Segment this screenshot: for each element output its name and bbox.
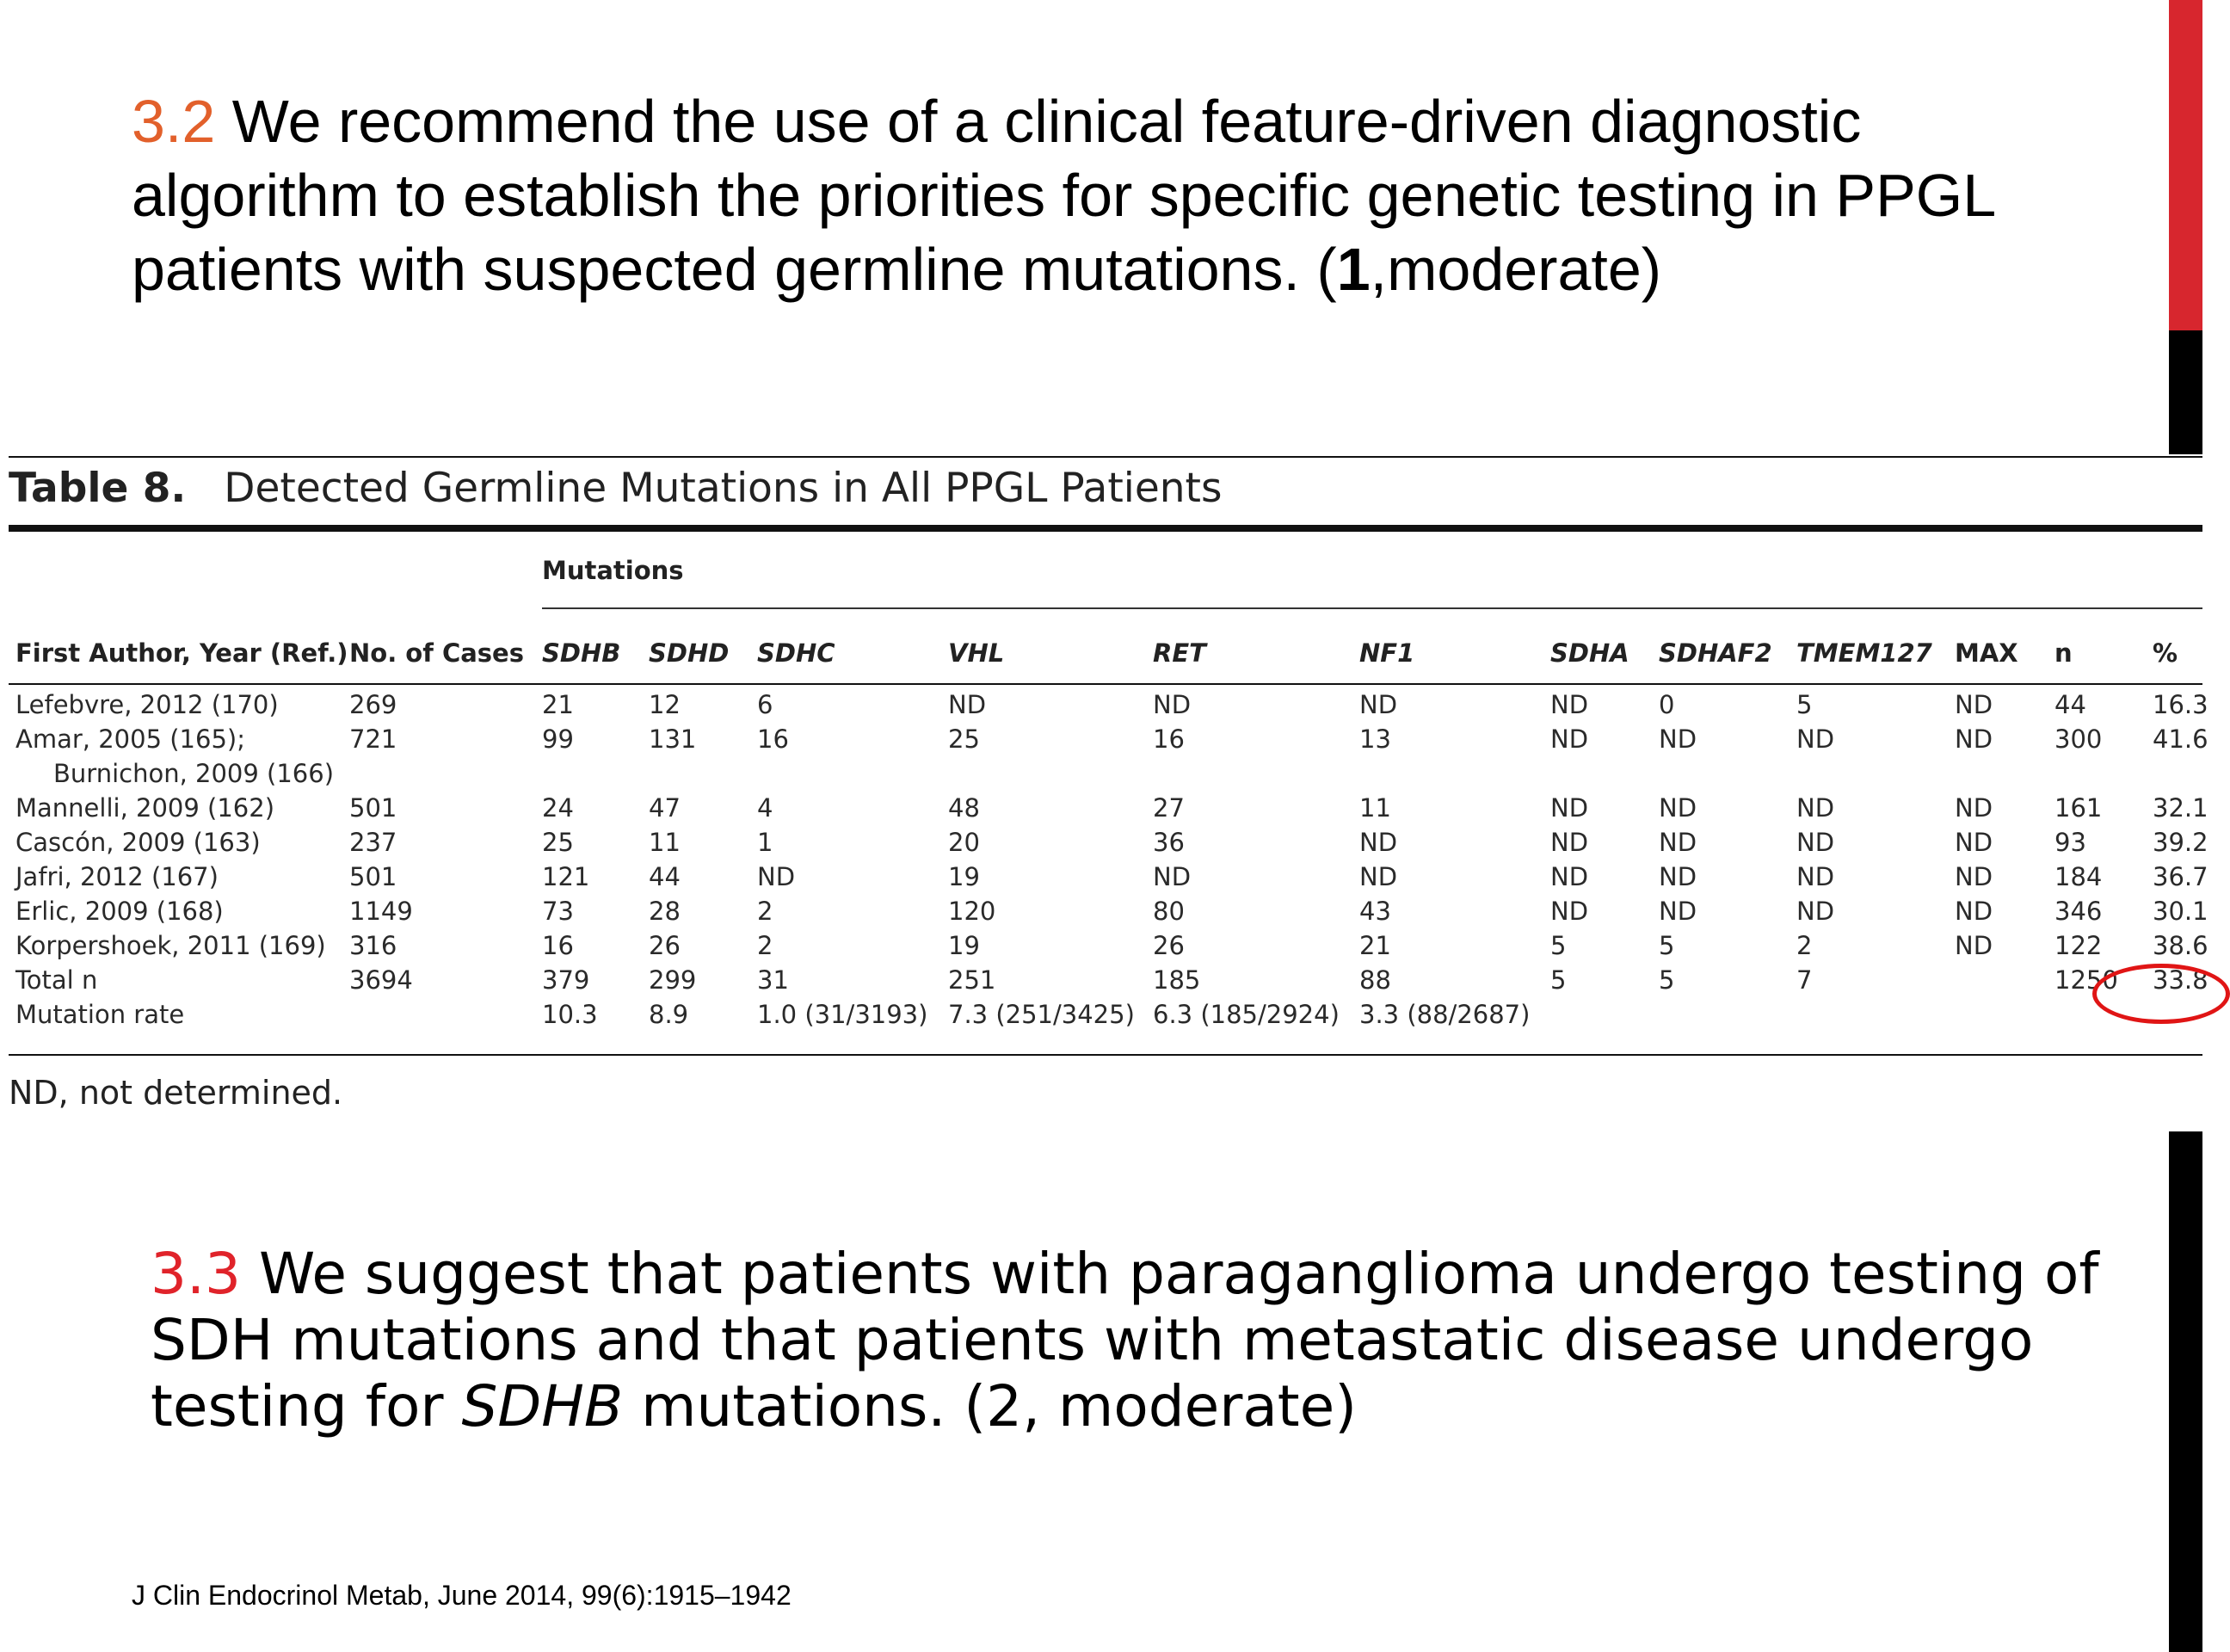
cell-author: Cascón, 2009 (163) (15, 828, 261, 857)
cell-tmem127: 2 (1796, 931, 1813, 960)
cell-sdha: ND (1550, 862, 1589, 891)
cell-author: Mannelli, 2009 (162) (15, 793, 275, 823)
cell-nf1: 11 (1359, 793, 1391, 823)
cell-sdhd: 47 (649, 793, 681, 823)
suggestion-number: 3.3 (151, 1241, 241, 1307)
cell-sdhb: 16 (542, 931, 574, 960)
table-caption-rule (9, 525, 2202, 532)
cell-ret: 26 (1153, 931, 1185, 960)
cell-author: Total n (15, 965, 98, 995)
cell-cases: 501 (349, 793, 397, 823)
cell-ret: 185 (1153, 965, 1201, 995)
cell-n: 346 (2054, 897, 2103, 926)
col-head-tmem127: TMEM127 (1796, 638, 1932, 668)
cell-vhl: 251 (948, 965, 996, 995)
col-head-vhl: VHL (948, 638, 1005, 668)
cell-sdha: ND (1550, 724, 1589, 754)
cell-nf1: 43 (1359, 897, 1391, 926)
cell-vhl: 25 (948, 724, 980, 754)
cell-cases: 316 (349, 931, 397, 960)
cell-max: ND (1955, 862, 1993, 891)
cell-sdha: ND (1550, 793, 1589, 823)
col-head-max: MAX (1955, 638, 2018, 668)
cell-author: Korpershoek, 2011 (169) (15, 931, 326, 960)
cell-sdhb: 99 (542, 724, 574, 754)
suggestion-quality: mutations. (2, moderate) (623, 1373, 1358, 1439)
table-footnote: ND, not determined. (9, 1074, 343, 1112)
table-top-rule (9, 456, 2202, 458)
cell-vhl: 19 (948, 931, 980, 960)
cell-pct: 33.8 (2153, 965, 2208, 995)
cell-author: Amar, 2005 (165); (15, 724, 245, 754)
suggestion-body: We suggest that patients with paraganglioma undergo testing of SDH mutations and that patients with metastatic disease undergo testing for (151, 1241, 2099, 1439)
cell-sdhd: 44 (649, 862, 681, 891)
cell-sdhaf2: ND (1659, 724, 1697, 754)
cell-max: ND (1955, 724, 1993, 754)
cell-tmem127: ND (1796, 793, 1835, 823)
cell-author: Erlic, 2009 (168) (15, 897, 224, 926)
suggestion-gene: SDHB (461, 1373, 624, 1439)
cell-tmem127: 5 (1796, 690, 1813, 719)
table-label: Table 8. (9, 465, 187, 512)
cell-ret: 80 (1153, 897, 1185, 926)
cell-pct: 41.6 (2153, 724, 2208, 754)
cell-sdhaf2: ND (1659, 828, 1697, 857)
cell-cases: 721 (349, 724, 397, 754)
cell-nf1: 88 (1359, 965, 1391, 995)
cell-sdha: ND (1550, 690, 1589, 719)
cell-n: 161 (2054, 793, 2103, 823)
highlight-circle (2092, 964, 2230, 1024)
cell-sdhb: 21 (542, 690, 574, 719)
cell-sdhd: 11 (649, 828, 681, 857)
side-bar-red (2169, 0, 2202, 330)
cell-max: ND (1955, 828, 1993, 857)
recommendation-quality: ,moderate) (1370, 236, 1662, 303)
cell-tmem127: ND (1796, 724, 1835, 754)
mutations-group-rule (542, 607, 2202, 609)
cell-nf1: ND (1359, 690, 1398, 719)
cell-ret: ND (1153, 690, 1192, 719)
cell-cases: 1149 (349, 897, 413, 926)
cell-sdhb: 121 (542, 862, 590, 891)
cell-author-continued: Burnichon, 2009 (166) (53, 759, 335, 788)
cell-n: 300 (2054, 724, 2103, 754)
cell-vhl: 20 (948, 828, 980, 857)
cell-sdhd: 8.9 (649, 1000, 689, 1029)
cell-n: 93 (2054, 828, 2086, 857)
table-caption (9, 465, 1222, 512)
cell-sdhaf2: 5 (1659, 965, 1675, 995)
cell-n: 44 (2054, 690, 2086, 719)
cell-sdhd: 28 (649, 897, 681, 926)
suggestion-text (151, 1241, 2129, 1439)
cell-sdha: 5 (1550, 931, 1567, 960)
col-head-pct: % (2153, 638, 2178, 668)
cell-sdhb: 24 (542, 793, 574, 823)
cell-sdhaf2: ND (1659, 862, 1697, 891)
citation: J Clin Endocrinol Metab, June 2014, 99(6):1915–1942 (132, 1580, 792, 1611)
recommendation-number: 3.2 (132, 88, 216, 155)
col-head-ret: RET (1153, 638, 1206, 668)
col-head-cases: No. of Cases (349, 638, 524, 668)
mutations-group-label: Mutations (542, 556, 684, 585)
cell-sdhaf2: 5 (1659, 931, 1675, 960)
cell-cases: 3694 (349, 965, 413, 995)
table-bottom-rule (9, 1054, 2202, 1056)
recommendation-body: We recommend the use of a clinical feature-driven diagnostic algorithm to establish the priorities for specific genetic testing in PPGL patients with suspected germline mutations. ( (132, 88, 1994, 303)
cell-author: Lefebvre, 2012 (170) (15, 690, 279, 719)
col-head-sdhb: SDHB (542, 638, 621, 668)
cell-nf1: ND (1359, 862, 1398, 891)
cell-sdhc: 2 (757, 931, 773, 960)
recommendation-grade: 1 (1336, 236, 1371, 303)
col-head-sdhc: SDHC (757, 638, 835, 668)
cell-vhl: 19 (948, 862, 980, 891)
cell-sdha: ND (1550, 828, 1589, 857)
col-head-sdha: SDHA (1550, 638, 1629, 668)
recommendation-text (132, 84, 2110, 306)
cell-sdhb: 73 (542, 897, 574, 926)
table-title: Detected Germline Mutations in All PPGL Patients (224, 465, 1223, 512)
cell-vhl: 7.3 (251/3425) (948, 1000, 1135, 1029)
cell-sdhd: 299 (649, 965, 697, 995)
cell-ret: 36 (1153, 828, 1185, 857)
cell-sdhc: ND (757, 862, 796, 891)
cell-sdhaf2: ND (1659, 897, 1697, 926)
side-bar-black-top (2169, 330, 2202, 454)
cell-tmem127: ND (1796, 897, 1835, 926)
cell-sdhb: 10.3 (542, 1000, 598, 1029)
cell-vhl: ND (948, 690, 987, 719)
cell-nf1: 3.3 (88/2687) (1359, 1000, 1531, 1029)
cell-vhl: 48 (948, 793, 980, 823)
col-head-sdhaf2: SDHAF2 (1659, 638, 1772, 668)
cell-sdhb: 25 (542, 828, 574, 857)
cell-sdhd: 26 (649, 931, 681, 960)
cell-sdhc: 1 (757, 828, 773, 857)
cell-sdhd: 131 (649, 724, 697, 754)
cell-tmem127: ND (1796, 862, 1835, 891)
cell-sdhc: 2 (757, 897, 773, 926)
header-rule (9, 683, 2202, 685)
cell-sdhc: 6 (757, 690, 773, 719)
side-bar-black-bottom (2169, 1131, 2202, 1652)
cell-pct: 16.3 (2153, 690, 2208, 719)
cell-sdhc: 1.0 (31/3193) (757, 1000, 928, 1029)
cell-cases: 501 (349, 862, 397, 891)
col-head-nf1: NF1 (1359, 638, 1415, 668)
cell-sdhd: 12 (649, 690, 681, 719)
cell-tmem127: 7 (1796, 965, 1813, 995)
cell-tmem127: ND (1796, 828, 1835, 857)
cell-pct: 36.7 (2153, 862, 2208, 891)
cell-max: ND (1955, 931, 1993, 960)
cell-nf1: ND (1359, 828, 1398, 857)
cell-cases: 269 (349, 690, 397, 719)
cell-max: ND (1955, 690, 1993, 719)
cell-cases: 237 (349, 828, 397, 857)
cell-ret: 27 (1153, 793, 1185, 823)
cell-nf1: 13 (1359, 724, 1391, 754)
cell-nf1: 21 (1359, 931, 1391, 960)
cell-vhl: 120 (948, 897, 996, 926)
cell-author: Jafri, 2012 (167) (15, 862, 219, 891)
cell-ret: 6.3 (185/2924) (1153, 1000, 1340, 1029)
cell-n: 184 (2054, 862, 2103, 891)
col-head-n: n (2054, 638, 2073, 668)
cell-sdhaf2: 0 (1659, 690, 1675, 719)
cell-pct: 38.6 (2153, 931, 2208, 960)
col-head-sdhd: SDHD (649, 638, 730, 668)
cell-n: 1250 (2054, 965, 2118, 995)
cell-pct: 30.1 (2153, 897, 2208, 926)
cell-max: ND (1955, 793, 1993, 823)
cell-author: Mutation rate (15, 1000, 185, 1029)
cell-max: ND (1955, 897, 1993, 926)
cell-sdhc: 16 (757, 724, 789, 754)
cell-ret: 16 (1153, 724, 1185, 754)
cell-sdhc: 31 (757, 965, 789, 995)
cell-sdha: ND (1550, 897, 1589, 926)
cell-n: 122 (2054, 931, 2103, 960)
cell-sdha: 5 (1550, 965, 1567, 995)
cell-pct: 39.2 (2153, 828, 2208, 857)
cell-sdhaf2: ND (1659, 793, 1697, 823)
cell-sdhc: 4 (757, 793, 773, 823)
col-head-author: First Author, Year (Ref.) (15, 638, 348, 668)
cell-pct: 32.1 (2153, 793, 2208, 823)
cell-ret: ND (1153, 862, 1192, 891)
cell-sdhb: 379 (542, 965, 590, 995)
